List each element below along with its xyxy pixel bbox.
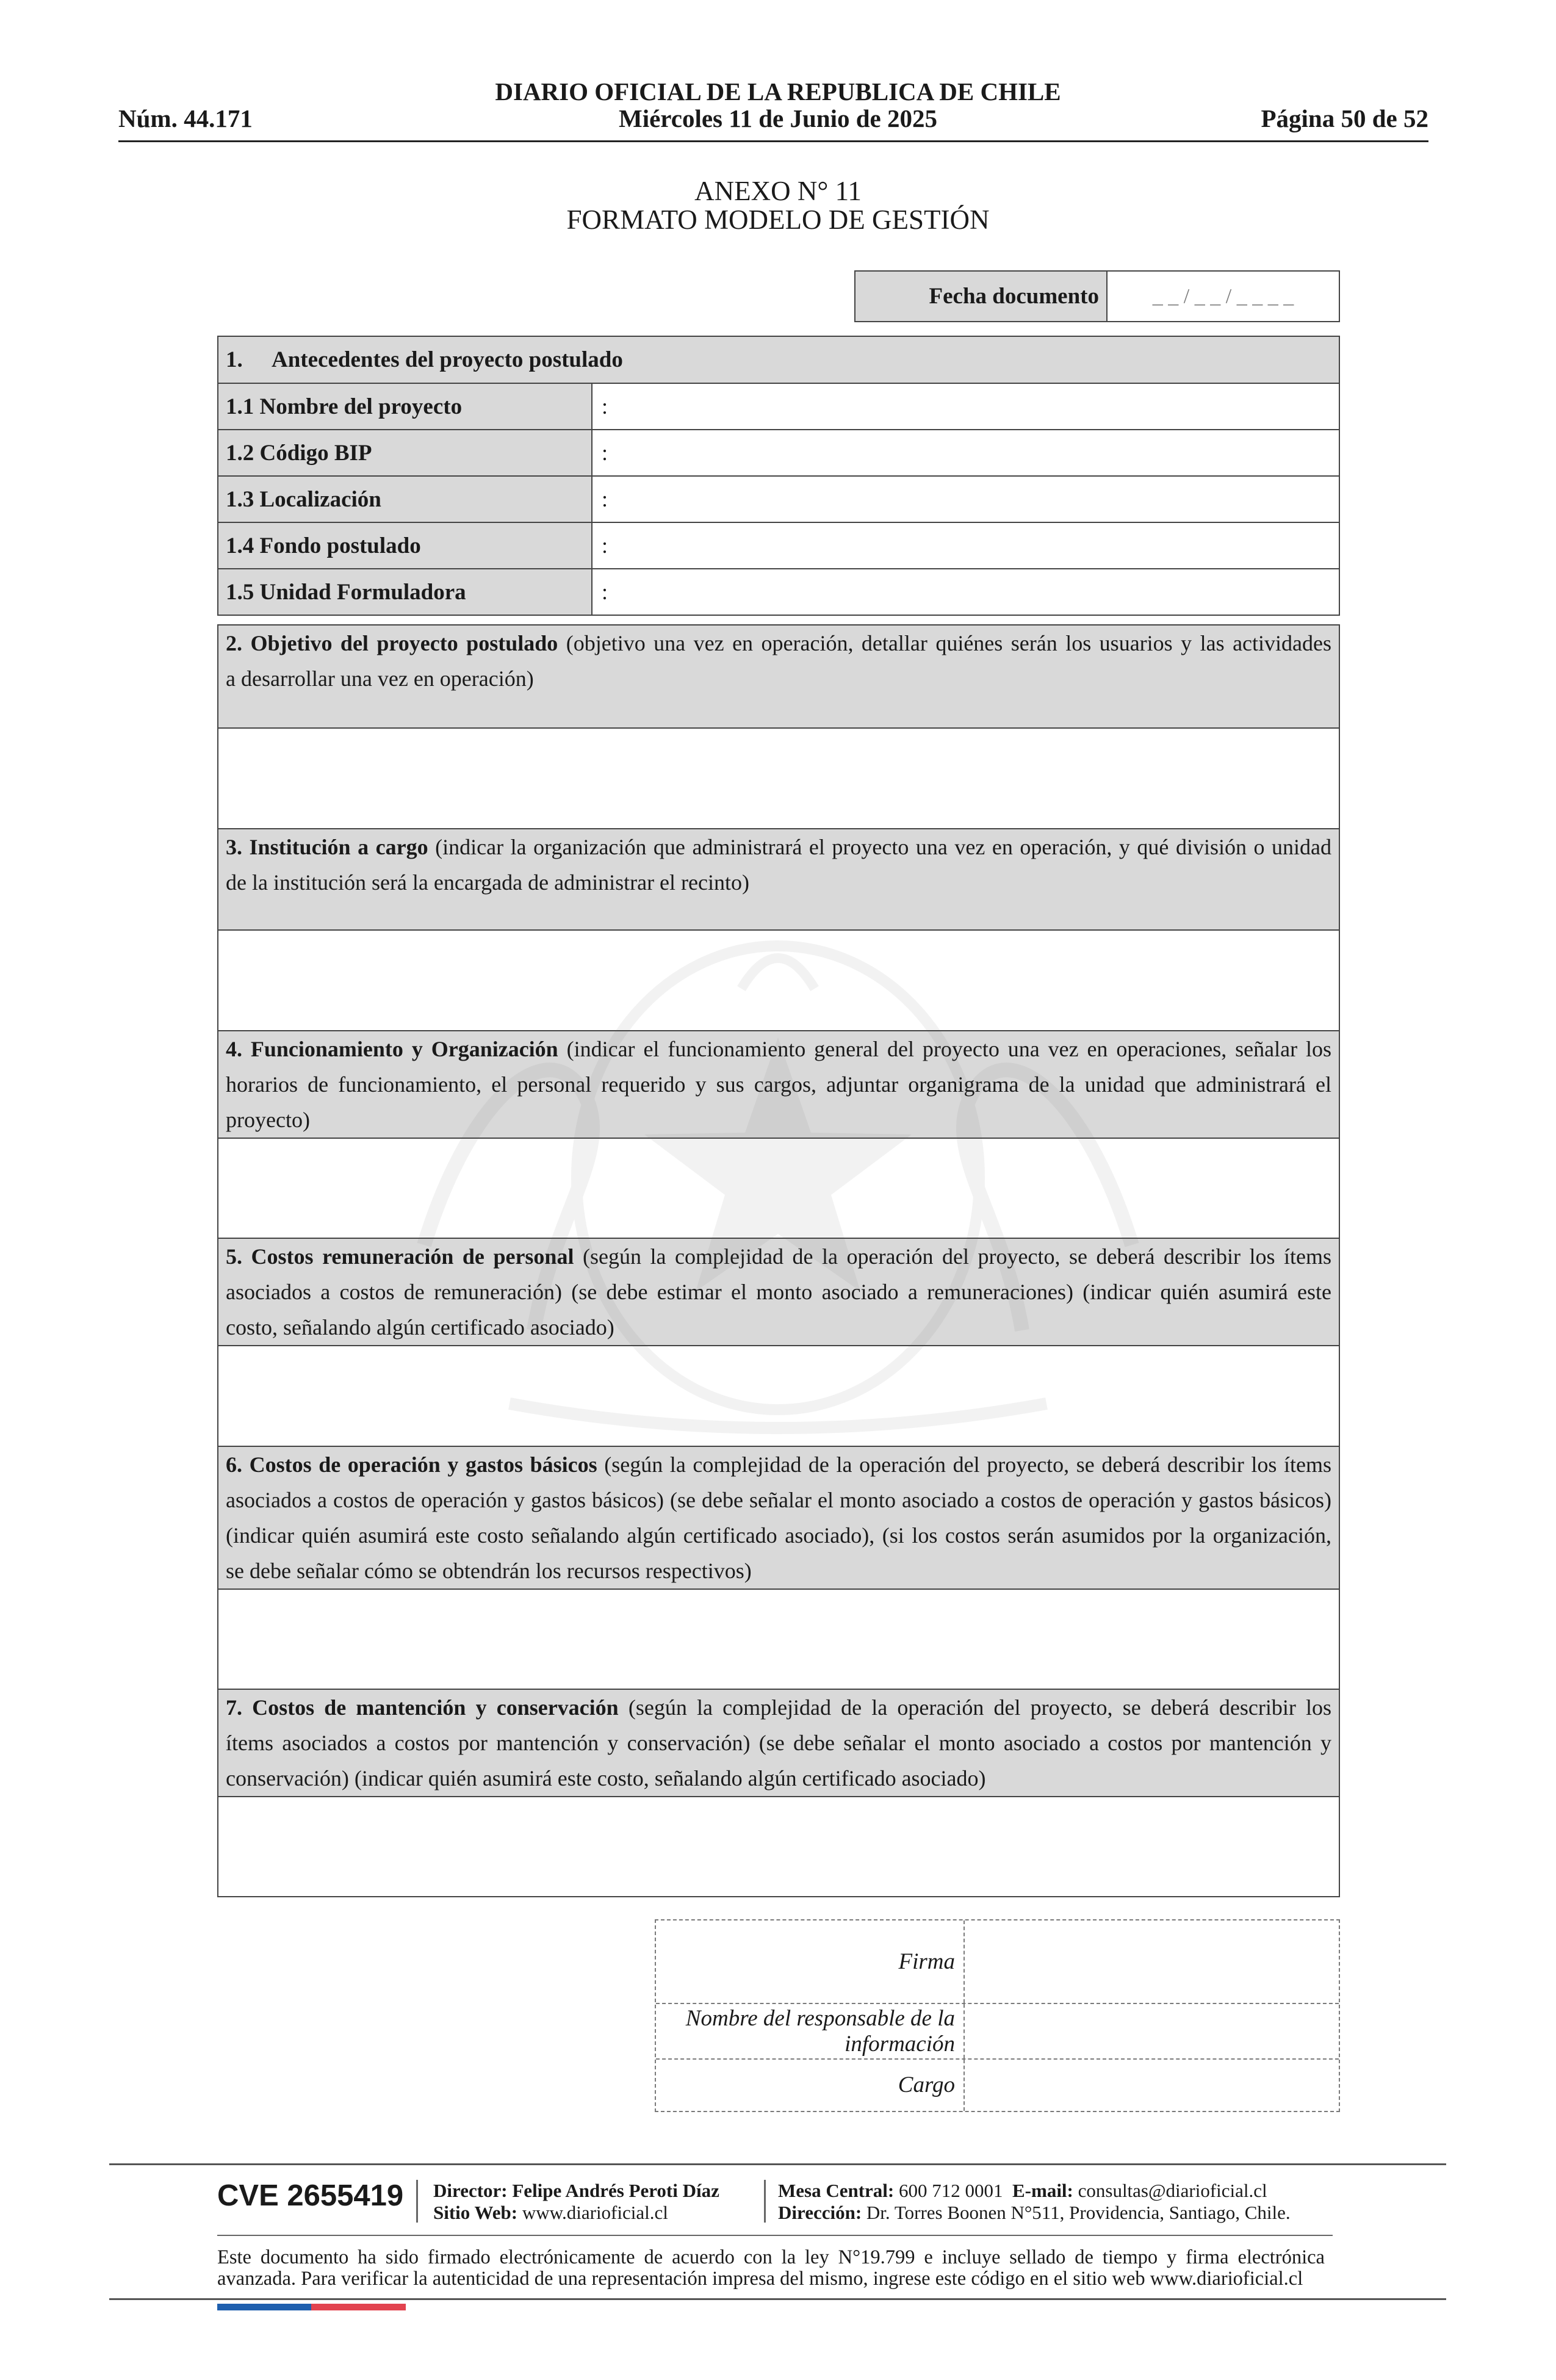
section-7-line: conservación) (indicar quién asumirá este costo, señalando algún certificado asociado) xyxy=(226,1766,986,1790)
section-2-text: (objetivo una vez en operación, detallar quiénes serán los usuarios y las actividades xyxy=(566,631,1332,655)
section-4-answer-area xyxy=(218,1138,1339,1238)
phone-number: 600 712 0001 xyxy=(899,2180,1003,2201)
section-7-header xyxy=(218,1689,1339,1796)
section-1-number: 1. xyxy=(226,347,243,372)
director-name: Felipe Andrés Peroti Díaz xyxy=(512,2180,719,2201)
table-row xyxy=(218,475,1339,522)
annex-subtitle: FORMATO MODELO DE GESTIÓN xyxy=(566,204,990,235)
section-6-text: (según la complejidad de la operación del proyecto, se deberá describir los ítems xyxy=(604,1452,1332,1477)
section-4-line xyxy=(226,1031,1331,1067)
section-5-text: (según la complejidad de la operación del proyecto, se deberá describir los ítems xyxy=(583,1244,1332,1269)
responsible-name-label-line: información xyxy=(845,2031,955,2057)
section-5-line xyxy=(226,1239,1331,1274)
contact-line xyxy=(778,2180,1291,2202)
section-7-title: 7. Costos de mantención y conservación xyxy=(226,1695,619,1720)
section-4-text: (indicar el funcionamiento general del proyecto una vez en operaciones, señalar los xyxy=(566,1037,1331,1061)
section-3-header xyxy=(218,828,1339,929)
email-label: E-mail: xyxy=(1012,2180,1073,2201)
section-6-line: (indicar quién asumirá este costo señalando algún certificado asociado), (si los costos serán asumidos por la organización, xyxy=(226,1523,1331,1548)
signature-row xyxy=(656,1920,1339,2003)
section-2-line xyxy=(226,626,1331,661)
section-6-header xyxy=(218,1446,1339,1588)
location-label: 1.3 Localización xyxy=(218,477,593,522)
section-5-line: asociados a costos de remuneración) (se debe estimar el monto asociado a remuneraciones) (indicar quién asumirá este xyxy=(226,1280,1331,1304)
website-url: www.diarioficial.cl xyxy=(522,2202,668,2223)
section-2-line: a desarrollar una vez en operación) xyxy=(226,666,534,691)
section-3-line xyxy=(226,829,1331,865)
responsible-name-field xyxy=(965,2004,1339,2058)
address-text: Dr. Torres Boonen N°511, Providencia, Santiago, Chile. xyxy=(866,2202,1291,2223)
footer-bottom-rule xyxy=(109,2298,1446,2300)
document-date-box xyxy=(854,270,1340,322)
section-5-line: costo, señalando algún certificado asociado) xyxy=(226,1315,614,1340)
director-line xyxy=(433,2180,719,2202)
signature-label-text: Firma xyxy=(898,1949,955,1974)
director-label: Director: xyxy=(433,2180,508,2201)
document-date-value: _ _ / _ _ / _ _ _ _ xyxy=(1152,284,1294,308)
document-date-label: Fecha documento xyxy=(855,272,1108,321)
section-4-header xyxy=(218,1030,1339,1138)
page-number: Página 50 de 52 xyxy=(1261,104,1428,132)
formulating-unit-value: : xyxy=(602,580,608,604)
section-6-line: se debe señalar cómo se obtendrán los recursos respectivos) xyxy=(226,1559,752,1583)
email-address: consultas@diarioficial.cl xyxy=(1078,2180,1267,2201)
section-2-answer-area xyxy=(218,727,1339,828)
footer-separator xyxy=(416,2180,418,2223)
formulating-unit-label: 1.5 Unidad Formuladora xyxy=(218,569,593,615)
phone-label: Mesa Central: xyxy=(778,2180,895,2201)
section-6-line xyxy=(226,1447,1331,1482)
bip-code-value: : xyxy=(602,441,608,465)
project-name-label: 1.1 Nombre del proyecto xyxy=(218,384,593,429)
table-row xyxy=(218,429,1339,475)
annex-heading xyxy=(0,177,1556,234)
section-3-answer-area xyxy=(218,929,1339,1030)
signature-field xyxy=(965,1920,1339,2003)
section-1-title: Antecedentes del proyecto postulado xyxy=(272,347,623,372)
address-line xyxy=(778,2202,1291,2224)
position-label-text: Cargo xyxy=(898,2072,955,2097)
section-6-line: asociados a costos de operación y gastos básicos) (se debe señalar el monto asociado a costos de operación y gastos básicos) xyxy=(226,1488,1331,1512)
section-7-answer-area xyxy=(218,1796,1339,1896)
position-label xyxy=(656,2060,965,2111)
footer-middle-rule xyxy=(217,2235,1333,2236)
footer-director-block xyxy=(433,2180,719,2224)
disclaimer-line: Este documento ha sido firmado electrónicamente de acuerdo con la ley N°19.799 e incluye sellado de tiempo y firma electrónica xyxy=(217,2246,1325,2268)
table-row xyxy=(218,568,1339,615)
header-rule xyxy=(118,140,1428,142)
footer-contact-block xyxy=(778,2180,1291,2224)
section-2-title: 2. Objetivo del proyecto postulado xyxy=(226,631,558,655)
section-3-line: de la institución será la encargada de administrar el recinto) xyxy=(226,870,749,895)
website-line xyxy=(433,2202,719,2224)
fund-value: : xyxy=(602,533,608,558)
section-5-answer-area xyxy=(218,1345,1339,1446)
project-background-table xyxy=(217,336,1340,616)
table-row xyxy=(218,383,1339,429)
address-label: Dirección: xyxy=(778,2202,862,2223)
signature-label xyxy=(656,1920,965,2003)
position-field xyxy=(965,2060,1339,2111)
signature-disclaimer xyxy=(217,2247,1325,2290)
section-4-line: proyecto) xyxy=(226,1108,310,1132)
section-7-text: (según la complejidad de la operación del proyecto, se deberá describir los xyxy=(628,1695,1331,1720)
responsible-name-label xyxy=(656,2004,965,2058)
responsible-name-row xyxy=(656,2003,1339,2058)
responsible-name-label-line: Nombre del responsable de la xyxy=(685,2005,955,2031)
bip-code-label: 1.2 Código BIP xyxy=(218,430,593,475)
section-7-line: ítems asociados a costos por mantención y conservación) (se debe señalar el monto asociado a costos por mantención y xyxy=(226,1731,1331,1755)
section-6-title: 6. Costos de operación y gastos básicos xyxy=(226,1452,597,1477)
issue-number: Núm. 44.171 xyxy=(118,104,253,132)
flag-bar-red xyxy=(311,2304,406,2310)
section-3-text: (indicar la organización que administrará el proyecto una vez en operación, y qué división o unidad xyxy=(435,835,1332,859)
section-3-title: 3. Institución a cargo xyxy=(226,835,428,859)
table-row xyxy=(218,522,1339,568)
section-6-answer-area xyxy=(218,1588,1339,1689)
management-sections xyxy=(217,624,1340,1897)
disclaimer-line: avanzada. Para verificar la autenticidad de una representación impresa del mismo, ingrese este código en el sitio web www.diarioficial.cl xyxy=(217,2268,1303,2290)
issue-date: Miércoles 11 de Junio de 2025 xyxy=(619,104,937,132)
annex-title: ANEXO N° 11 xyxy=(694,176,862,206)
fund-label: 1.4 Fondo postulado xyxy=(218,523,593,568)
section-5-title: 5. Costos remuneración de personal xyxy=(226,1244,574,1269)
section-4-title: 4. Funcionamiento y Organización xyxy=(226,1037,558,1061)
flag-bar-blue xyxy=(217,2304,311,2310)
project-name-value: : xyxy=(602,394,608,419)
website-label: Sitio Web: xyxy=(433,2202,518,2223)
section-4-line: horarios de funcionamiento, el personal requerido y sus cargos, adjuntar organigrama de la unidad que administrará el xyxy=(226,1072,1331,1097)
signature-box xyxy=(655,1919,1340,2112)
section-7-line xyxy=(226,1690,1331,1725)
footer-top-rule xyxy=(109,2163,1446,2165)
position-row xyxy=(656,2058,1339,2111)
footer-separator xyxy=(764,2180,766,2223)
section-2-header xyxy=(218,626,1339,727)
section-5-header xyxy=(218,1238,1339,1345)
location-value: : xyxy=(602,487,608,511)
newspaper-title: DIARIO OFICIAL DE LA REPUBLICA DE CHILE xyxy=(495,78,1061,106)
cve-code: CVE 2655419 xyxy=(217,2179,404,2212)
section-1-header xyxy=(218,337,1339,383)
